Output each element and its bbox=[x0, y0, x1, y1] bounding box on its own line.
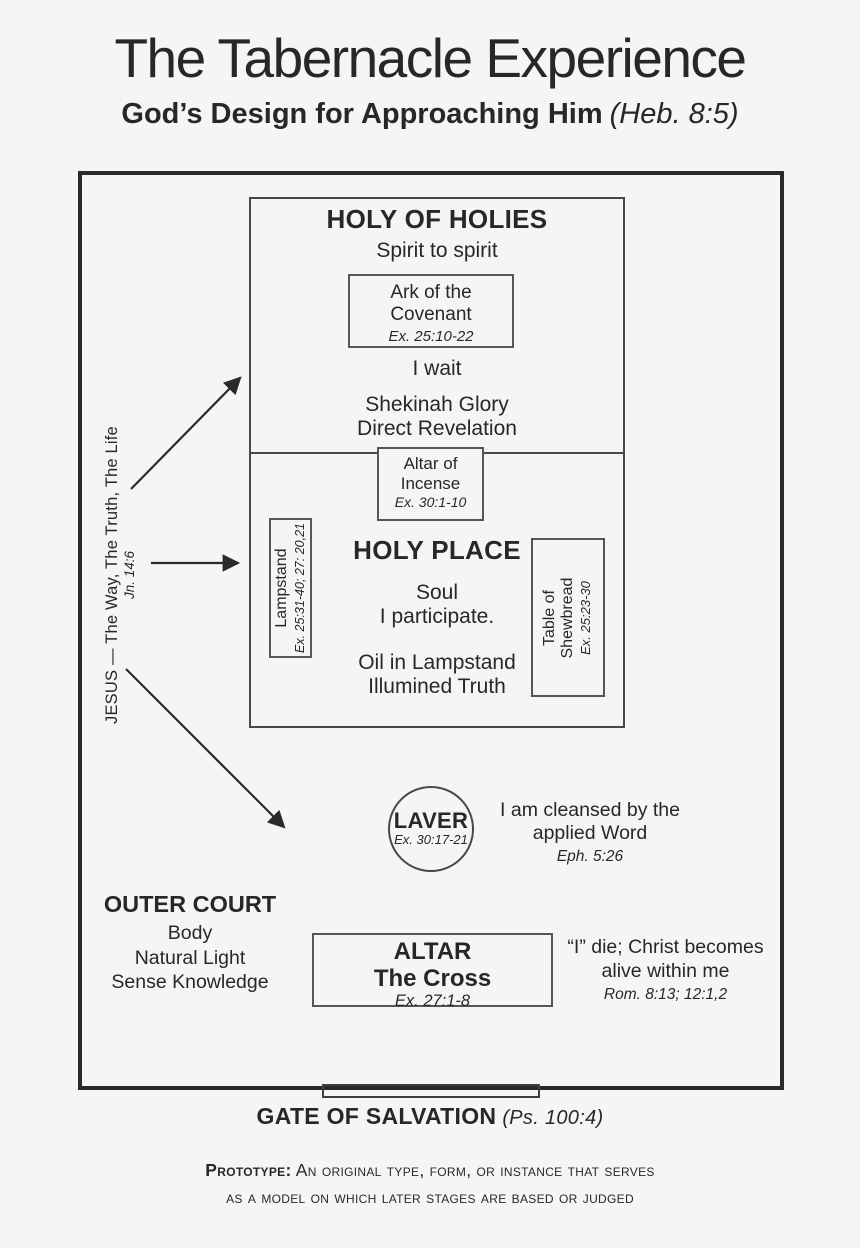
laver-scripture-reference: Ex. 30:17-21 bbox=[394, 832, 468, 847]
page-subtitle-text: God’s Design for Approaching Him bbox=[121, 98, 603, 130]
laver-circle bbox=[388, 786, 474, 872]
page-subtitle bbox=[0, 98, 860, 131]
laver-caption bbox=[490, 799, 690, 868]
laver-caption-reference: Eph. 5:26 bbox=[556, 848, 624, 865]
altar-of-incense-box bbox=[377, 447, 484, 521]
sense-knowledge-text: Sense Knowledge bbox=[111, 971, 269, 993]
lampstand-box bbox=[269, 518, 312, 658]
the-cross-label: The Cross bbox=[373, 965, 492, 992]
incense-line-1: Altar of bbox=[403, 454, 458, 473]
altar-cross-box bbox=[312, 933, 553, 1010]
lampstand-label: Lampstand bbox=[272, 548, 290, 628]
shewbread-line-1: Table of bbox=[541, 589, 558, 646]
gate-label-text: GATE OF SALVATION bbox=[256, 1103, 497, 1129]
participate-text: I participate. bbox=[379, 605, 495, 628]
shewbread-line-2: Shewbread bbox=[559, 577, 576, 658]
natural-light-text: Natural Light bbox=[134, 946, 246, 969]
i-wait-text: I wait bbox=[412, 357, 462, 380]
soul-text: Soul bbox=[415, 581, 459, 604]
oil-in-lampstand-text: Oil in Lampstand bbox=[358, 651, 516, 674]
prototype-definition bbox=[130, 1157, 730, 1211]
lampstand-scripture-reference: Ex. 25:31-40; 27: 20,21 bbox=[292, 523, 307, 653]
prototype-definition-line-1: An original type, form, or instance that serves bbox=[295, 1160, 655, 1180]
prototype-definition-line-2: as a model on which later stages are based or judged bbox=[226, 1187, 634, 1207]
altar-caption-reference: Rom. 8:13; 12:1,2 bbox=[603, 986, 728, 1003]
altar-caption bbox=[553, 936, 778, 1007]
laver-caption-line-2: applied Word bbox=[532, 822, 648, 844]
table-of-shewbread-box bbox=[531, 538, 605, 697]
altar-scripture-reference: Ex. 27:1-8 bbox=[394, 992, 471, 1010]
jesus-label bbox=[103, 425, 147, 725]
gate-label bbox=[0, 1103, 860, 1130]
illumined-truth-text: Illumined Truth bbox=[368, 675, 506, 698]
outer-court-label bbox=[85, 891, 295, 995]
subtitle-scripture-reference: (Heb. 8:5) bbox=[609, 98, 739, 130]
direct-revelation-text: Direct Revelation bbox=[357, 417, 517, 440]
holy-place-title: HOLY PLACE bbox=[353, 535, 521, 565]
shewbread-scripture-reference: Ex. 25:23-30 bbox=[578, 580, 593, 655]
ark-of-covenant-box bbox=[348, 274, 514, 348]
jesus-scripture-reference: Jn. 14:6 bbox=[122, 550, 137, 600]
prototype-term: Prototype: bbox=[205, 1160, 292, 1180]
shekinah-glory-text: Shekinah Glory bbox=[365, 393, 509, 416]
page-title: The Tabernacle Experience bbox=[114, 27, 746, 89]
jesus-label-text: JESUS — The Way, The Truth, The Life bbox=[103, 426, 121, 724]
laver-caption-line-1: I am cleansed by the bbox=[500, 799, 680, 821]
spirit-to-spirit-text: Spirit to spirit bbox=[376, 239, 498, 262]
altar-label: ALTAR bbox=[393, 938, 472, 965]
altar-caption-line-2: alive within me bbox=[601, 959, 730, 982]
holy-of-holies-title: HOLY OF HOLIES bbox=[326, 204, 548, 234]
body-text: Body bbox=[167, 922, 213, 944]
ark-line-1: Ark of the bbox=[390, 282, 472, 303]
incense-line-2: Incense bbox=[400, 473, 461, 493]
laver-label: LAVER bbox=[393, 808, 469, 833]
incense-scripture-reference: Ex. 30:1-10 bbox=[394, 494, 467, 510]
ark-scripture-reference: Ex. 25:10-22 bbox=[388, 328, 474, 345]
ark-line-2: Covenant bbox=[390, 304, 472, 325]
altar-caption-line-1: “I” die; Christ becomes bbox=[567, 936, 764, 958]
gate-opening bbox=[322, 1084, 540, 1098]
gate-scripture-reference: (Ps. 100:4) bbox=[502, 1107, 604, 1129]
outer-court-title: OUTER COURT bbox=[103, 891, 277, 917]
